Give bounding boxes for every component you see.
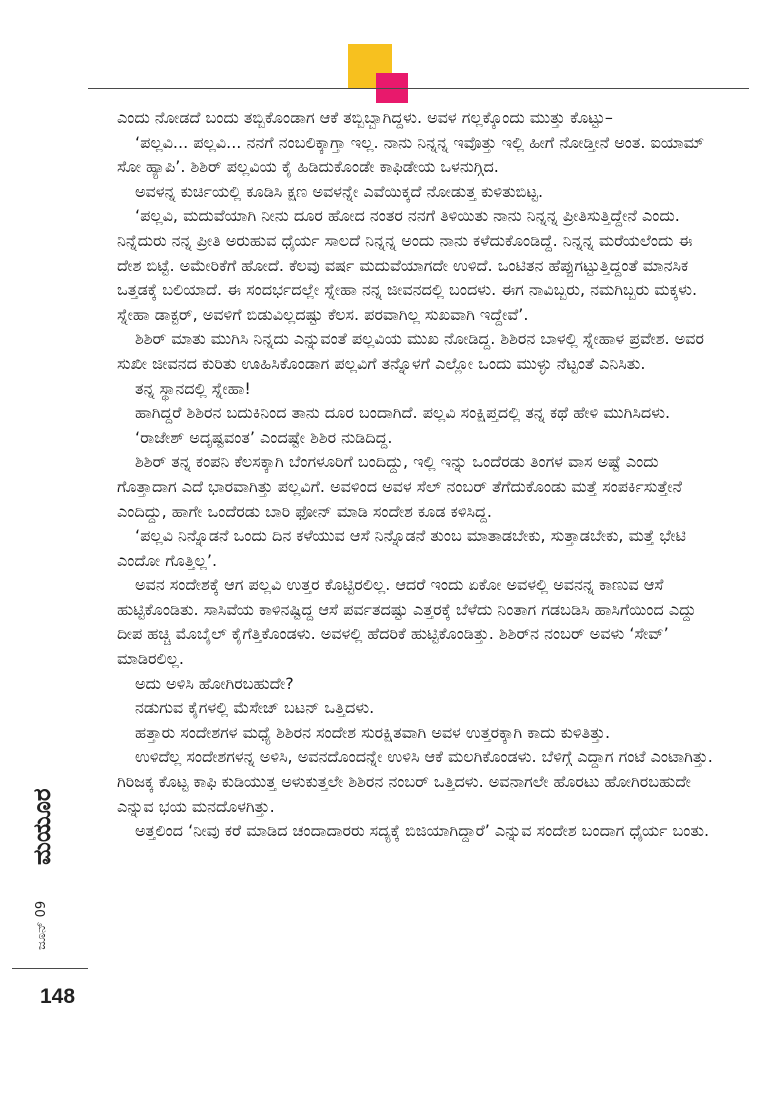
- paragraph: ಶಿಶಿರ್ ತನ್ನ ಕಂಪನಿ ಕೆಲಸಕ್ಕಾಗಿ ಬೆಂಗಳೂರಿಗೆ ಬಂದಿದ್ದು, ಇಲ್ಲಿ ಇನ್ನು ಒಂದೆರಡು ತಿಂಗಳ ವಾಸ ಅಷ್ಟೆ ಎಂದು ಗೊತ್ತಾದಾಗ ಎದೆ ಭಾರವಾಗಿತ್ತು ಪಲ್ಲವಿಗೆ. ಅವಳಿಂದ ಅವಳ ಸೆಲ್ ನಂಬರ್ ತೆಗೆದುಕೊಂಡು ಮತ್ತೆ ಸಂಪರ್ಕಿಸುತ್ತೇನೆ ಎಂದಿದ್ದು, ಹಾಗೇ ಒಂದೆರಡು ಬಾರಿ ಫೋನ್ ಮಾಡಿ ಸಂದೇಶ ಕೂಡ ಕಳಿಸಿದ್ದ.: [117, 452, 683, 521]
- paragraph: ‘ರಾಜೇಶ್ ಅದೃಷ್ಟವಂತ’ ಎಂದಷ್ಟೇ ಶಿಶಿರ ನುಡಿದಿದ್ದ.: [135, 427, 393, 447]
- footer-rule: [12, 968, 88, 969]
- paragraph: ಅತ್ತಲಿಂದ ‘ನೀವು ಕರೆ ಮಾಡಿದ ಚಂದಾದಾರರು ಸದ್ಯಕ್ಕೆ ಬಿಜಿಯಾಗಿದ್ದಾರೆ’ ಎನ್ನುವ ಸಂದೇಶ ಬಂದಾಗ ಧೈರ್ಯ ಬಂತು.: [135, 821, 710, 841]
- paragraph: ‘ಪಲ್ಲವಿ, ಮದುವೆಯಾಗಿ ನೀನು ದೂರ ಹೋದ ನಂತರ ನನಗೆ ತಿಳಿಯಿತು ನಾನು ನಿನ್ನನ್ನ ಪ್ರೀತಿಸುತ್ತಿದ್ದೇನೆ ಎಂದು. ನಿನ್ನೆದುರು ನನ್ನ ಪ್ರೀತಿ ಅರುಹುವ ಧೈರ್ಯ ಸಾಲದೆ ನಿನ್ನನ್ನ ಅಂದು ನಾನು ಕಳೆದುಕೊಂಡಿದ್ದೆ. ನಿನ್ನನ್ನ ಮರೆಯಲೆಂದು ಈ ದೇಶ ಬಿಟ್ಟೆ. ಅಮೇರಿಕೆಗೆ ಹೋದೆ. ಕೆಲವು ವರ್ಷ ಮದುವೆಯಾಗದೇ ಉಳಿದೆ. ಒಂಟಿತನ ಹೆಪ್ಪುಗಟ್ಟುತ್ತಿದ್ದಂತೆ ಮಾನಸಿಕ ಒತ್ತಡಕ್ಕೆ ಬಲಿಯಾದೆ. ಈ ಸಂದರ್ಭದಲ್ಲೇ ಸ್ನೇಹಾ ನನ್ನ ಜೀವನದಲ್ಲಿ ಬಂದಳು. ಈಗ ನಾವಿಬ್ಬರು, ನಮಗಿಬ್ಬರು ಮಕ್ಕಳು. ಸ್ನೇಹಾ ಡಾಕ್ಟರ್, ಅವಳಿಗೆ ಬಿಡುವಿಲ್ಲದಷ್ಟು ಕೆಲಸ. ಪರವಾಗಿಲ್ಲ ಸುಖವಾಗಿ ಇದ್ದೇವೆ’.: [117, 206, 698, 324]
- paragraph: ತನ್ನ ಸ್ಥಾನದಲ್ಲಿ ಸ್ನೇಹಾ!: [135, 378, 251, 398]
- paragraph: ಶಿಶಿರ್ ಮಾತು ಮುಗಿಸಿ ನಿನ್ನದು ಎನ್ನುವಂತೆ ಪಲ್ಲವಿಯ ಮುಖ ನೋಡಿದ್ದ. ಶಿಶಿರನ ಬಾಳಲ್ಲಿ ಸ್ನೇಹಾಳ ಪ್ರವೇಶ. ಅವರ ಸುಖೀ ಜೀವನದ ಕುರಿತು ಊಹಿಸಿಕೊಂಡಾಗ ಪಲ್ಲವಿಗೆ ತನ್ನೊಳಗೆ ಎಲ್ಲೋ ಒಂದು ಮುಳ್ಳು ನೆಟ್ಟಂತೆ ಎನಿಸಿತು.: [117, 329, 704, 373]
- paragraph: ಎಂದು ನೋಡದೆ ಬಂದು ತಬ್ಬಿಕೊಂಡಾಗ ಆಕೆ ತಬ್ಬಿಬ್ಬಾಗಿದ್ದಳು. ಅವಳ ಗಲ್ಲಕ್ಕೊಂದು ಮುತ್ತು ಕೊಟ್ಟು–: [117, 108, 613, 127]
- header-rule: [88, 88, 749, 89]
- paragraph: ‘ಪಲ್ಲವಿ... ಪಲ್ಲವಿ... ನನಗೆ ನಂಬಲಿಕ್ಕಾಗ್ತಾ ಇಲ್ಲ. ನಾನು ನಿನ್ನನ್ನ ಇವೊತ್ತು ಇಲ್ಲಿ ಹೀಗೆ ನೋಡ್ತೀನೆ ಅಂತ. ಐಯಾಮ್ ಸೋ ಹ್ಯಾಪಿ’. ಶಿಶಿರ್ ಪಲ್ಲವಿಯ ಕೈ ಹಿಡಿದುಕೊಂಡೇ ಕಾಫಿಡೇಯ ಒಳನುಗ್ಗಿದ.: [117, 132, 705, 177]
- paragraph: ಉಳಿದೆಲ್ಲ ಸಂದೇಶಗಳನ್ನ ಅಳಿಸಿ, ಅವನದೊಂದನ್ನೇ ಉಳಿಸಿ ಆಕೆ ಮಲಗಿಕೊಂಡಳು. ಬೆಳಿಗ್ಗೆ ಎದ್ದಾಗ ಗಂಟೆ ಎಂಟಾಗಿತ್ತು. ಗಿರಿಜಕ್ಕ ಕೊಟ್ಟ ಕಾಫಿ ಕುಡಿಯುತ್ತ ಅಳುಕುತ್ತಲೇ ಶಿಶಿರನ ನಂಬರ್ ಒತ್ತಿದಳು. ಅವನಾಗಲೇ ಹೊರಟು ಹೋಗಿರಬಹುದೇ ಎನ್ನುವ ಭಯ ಮನದೊಳಗಿತ್ತು.: [117, 747, 713, 816]
- page-number: 148: [40, 985, 76, 1008]
- paragraph: ಅವನ ಸಂದೇಶಕ್ಕೆ ಆಗ ಪಲ್ಲವಿ ಉತ್ತರ ಕೊಟ್ಟಿರಲಿಲ್ಲ. ಆದರೆ ಇಂದು ಏಕೋ ಅವಳಲ್ಲಿ ಅವನನ್ನ ಕಾಣುವ ಆಸೆ ಹುಟ್ಟಿಕೊಂಡಿತು. ಸಾಸಿವೆಯ ಕಾಳಿನಷ್ಟಿದ್ದ ಆಸೆ ಪರ್ವತದಷ್ಟು ಎತ್ತರಕ್ಕೆ ಬೆಳೆದು ನಿಂತಾಗ ಗಡಬಡಿಸಿ ಹಾಸಿಗೆಯಿಂದ ಎದ್ದು ದೀಪ ಹಚ್ಚಿ ಮೊಬೈಲ್ ಕೈಗೆತ್ತಿಕೊಂಡಳು. ಅವಳಲ್ಲಿ ಹೆದರಿಕೆ ಹುಟ್ಟಿಕೊಂಡಿತ್ತು. ಶಿಶಿರ್‌ನ ನಂಬರ್ ಅವಳು ‘ಸೇವ್’ ಮಾಡಿರಲಿಲ್ಲ.: [117, 575, 696, 669]
- paragraph: ಹತ್ತಾರು ಸಂದೇಶಗಳ ಮಧ್ಯೆ ಶಿಶಿರನ ಸಂದೇಶ ಸುರಕ್ಷಿತವಾಗಿ ಅವಳ ಉತ್ತರಕ್ಕಾಗಿ ಕಾದು ಕುಳಿತಿತ್ತು.: [135, 722, 611, 742]
- paragraph: ‘ಪಲ್ಲವಿ ನಿನ್ನೊಡನೆ ಒಂದು ದಿನ ಕಳೆಯುವ ಆಸೆ ನಿನ್ನೊಡನೆ ತುಂಬ ಮಾತಾಡಬೇಕು, ಸುತ್ತಾಡಬೇಕು, ಮತ್ತೆ ಭೇಟಿ ಎಂದೋ ಗೊತ್ತಿಲ್ಲ’.: [117, 526, 686, 570]
- paragraph: ನಡುಗುವ ಕೈಗಳಲ್ಲಿ ಮೆಸೇಜ್ ಬಟನ್ ಒತ್ತಿದಳು.: [135, 698, 375, 718]
- article-body: [117, 106, 719, 844]
- paragraph: ಅವಳನ್ನ ಕುರ್ಚಿಯಲ್ಲಿ ಕೂಡಿಸಿ ಕ್ಷಣ ಅವಳನ್ನೇ ಎವೆಯಿಕ್ಕದೆ ನೋಡುತ್ತ ಕುಳಿತುಬಿಟ್ಟ.: [135, 181, 544, 201]
- issue-date: ಜೂನ್ 09: [34, 900, 49, 950]
- magazine-name: ಮಯೂರ: [28, 788, 56, 865]
- paragraph: ಹಾಗಿದ್ದರೆ ಶಿಶಿರನ ಬದುಕಿನಿಂದ ತಾನು ದೂರ ಬಂದಾಗಿದೆ. ಪಲ್ಲವಿ ಸಂಕ್ಷಿಪ್ತದಲ್ಲಿ ತನ್ನ ಕಥೆ ಹೇಳಿ ಮುಗಿಸಿದಳು.: [135, 403, 671, 423]
- paragraph: ಅದು ಅಳಿಸಿ ಹೋಗಿರಬಹುದೇ?: [135, 673, 294, 693]
